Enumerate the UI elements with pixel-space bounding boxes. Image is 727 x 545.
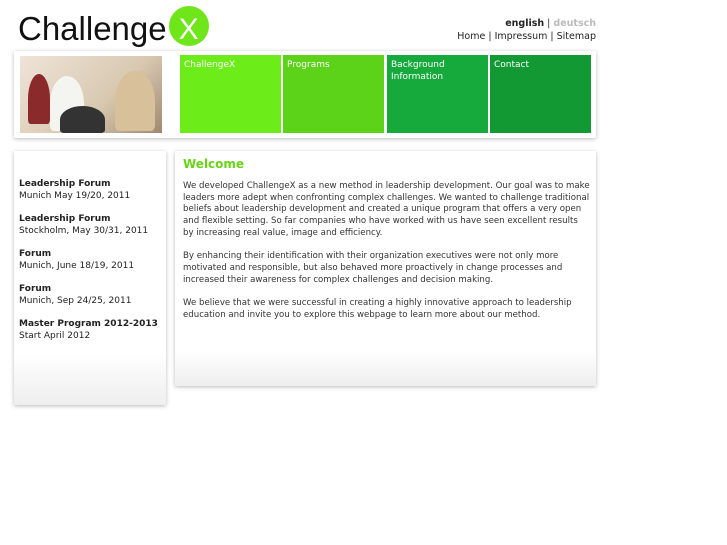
event-item[interactable] [19,178,161,202]
paragraph: We developed ChallengeX as a new method in leadership development. Our goal was to make leaders more adept when confronting complex challenges. We wanted to challenge traditional beliefs about leadership development and created a unique program that offers a very open and flexible setting. So far companies who have worked with us have seen excellent results by increasing real value, image and efficiency. [183,181,590,238]
event-title: Leadership Forum [19,214,111,224]
event-item[interactable] [19,283,161,307]
logo[interactable] [18,6,209,50]
nav-background-information[interactable]: Background Information [387,55,488,133]
header-panel [14,51,596,138]
page-title: Welcome [183,157,245,171]
event-title: Forum [19,249,52,259]
paragraph: We believe that we were successful in creating a highly innovative approach to leadership education and invite you to explore this webpage to learn more about our method. [183,298,572,320]
event-detail: Munich May 19/20, 2011 [19,191,131,201]
paragraph: By enhancing their identification with their organization executives were not only more motivated and responsible, but also behaved more proactively in change processes and increased their awareness for complex challenges and decision making. [183,251,563,285]
logo-x-circle: X [169,6,209,46]
event-item[interactable] [19,248,161,272]
link-impressum[interactable]: Impressum [494,31,548,42]
nav-contact[interactable]: Contact [490,55,591,133]
lang-english[interactable]: english [505,18,545,29]
top-links: Home | Impressum | Sitemap [457,31,596,42]
header-photo [20,56,162,133]
separator: | [547,18,551,29]
logo-text: Challenge [18,10,167,47]
main-content [175,151,596,386]
events-sidebar [14,151,166,405]
event-item[interactable] [19,213,161,237]
event-detail: Munich, June 18/19, 2011 [19,261,135,271]
event-detail: Munich, Sep 24/25, 2011 [19,296,132,306]
event-title: Forum [19,284,52,294]
lang-deutsch[interactable]: deutsch [553,18,596,29]
event-title: Master Program 2012-2013 [19,319,158,329]
event-detail: Start April 2012 [19,331,91,341]
event-item[interactable] [19,318,161,342]
event-title: Leadership Forum [19,179,111,189]
language-switch [505,18,596,30]
link-home[interactable]: Home [457,31,486,42]
nav-challengex[interactable]: ChallengeX [180,55,281,133]
link-sitemap[interactable]: Sitemap [556,31,596,42]
nav-programs[interactable]: Programs [283,55,384,133]
event-detail: Stockholm, May 30/31, 2011 [19,226,149,236]
